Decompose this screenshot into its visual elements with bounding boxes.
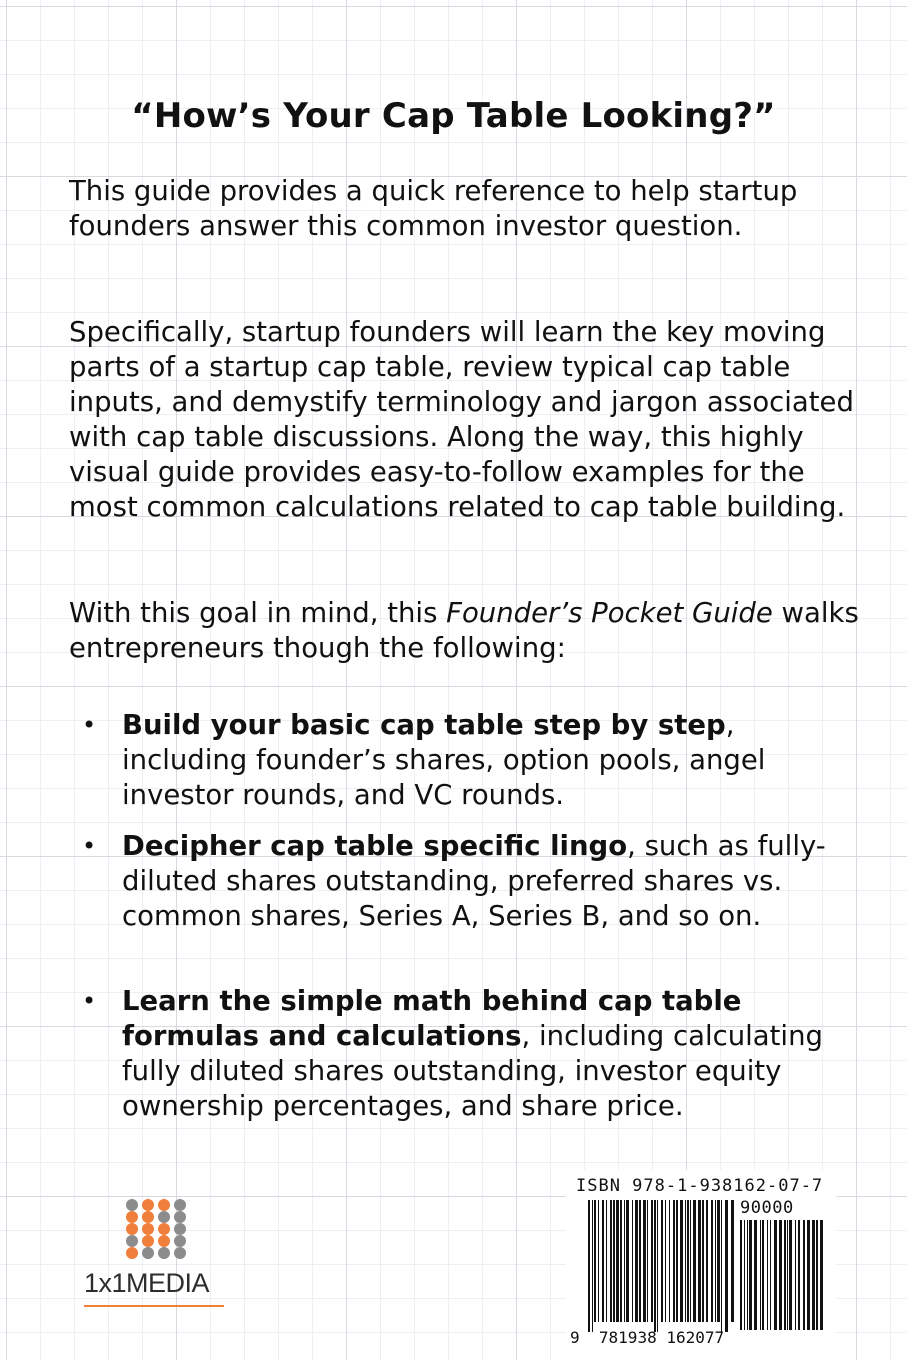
logo-dot bbox=[158, 1211, 170, 1223]
goal-text-end: walks entrepreneurs though the following: bbox=[69, 597, 859, 664]
barcode-bar bbox=[760, 1220, 761, 1330]
logo-dot bbox=[142, 1235, 154, 1247]
barcode-bar bbox=[740, 1220, 742, 1330]
barcode-bar bbox=[731, 1200, 734, 1322]
barcode-bar bbox=[721, 1200, 722, 1332]
barcode-bar bbox=[767, 1220, 768, 1330]
goal-paragraph bbox=[69, 596, 869, 666]
barcode-bar bbox=[795, 1220, 796, 1330]
barcode-bar bbox=[706, 1200, 708, 1322]
logo-dot bbox=[174, 1235, 186, 1247]
bullet-dot-icon: • bbox=[82, 832, 97, 860]
logo-dot bbox=[158, 1247, 170, 1259]
barcode-digit-group1: 781938 bbox=[598, 1328, 657, 1347]
barcode-bar bbox=[661, 1200, 663, 1322]
barcode-bar bbox=[624, 1200, 625, 1322]
barcode-bar bbox=[749, 1220, 752, 1330]
bullet-item bbox=[82, 829, 842, 934]
barcode-bar bbox=[680, 1200, 683, 1322]
bullet-text: , including calculating fully diluted shares outstanding, investor equity ownership percentages, and share price. bbox=[122, 1020, 823, 1122]
barcode-bar bbox=[669, 1200, 670, 1322]
barcode-bar bbox=[803, 1220, 805, 1330]
barcode-bar bbox=[787, 1220, 788, 1330]
barcode-bar bbox=[725, 1200, 728, 1332]
logo-dot bbox=[142, 1223, 154, 1235]
guide-title: Founder’s Pocket Guide bbox=[446, 597, 773, 629]
bullet-heading: Build your basic cap table step by step bbox=[122, 709, 726, 741]
barcode-bar bbox=[717, 1200, 720, 1322]
isbn-barcode bbox=[566, 1170, 836, 1360]
details-paragraph: Specifically, startup founders will learn the key moving parts of a startup cap table, review typical cap table inputs, and demystify terminology and jargon associated with cap table discussions. Along the way, this highly visual guide provides easy-to-follow examples for the most common calculations related to cap table building. bbox=[69, 316, 854, 523]
barcode-main-icon bbox=[588, 1200, 736, 1332]
barcode-bar bbox=[812, 1220, 815, 1330]
barcode-bar bbox=[651, 1200, 653, 1322]
bullet-heading: Learn the simple math behind cap table formulas and calculations bbox=[122, 985, 742, 1052]
bullet-text: , including founder’s shares, option pools, angel investor rounds, and VC rounds. bbox=[122, 709, 766, 811]
barcode-bar bbox=[711, 1200, 713, 1322]
barcode-bar bbox=[639, 1200, 641, 1322]
barcode-bar bbox=[613, 1200, 615, 1322]
barcode-bar bbox=[654, 1200, 656, 1332]
bullet-dot-icon: • bbox=[82, 711, 97, 739]
barcode-digit-first: 9 bbox=[570, 1328, 580, 1347]
bullet-text: , such as fully-diluted shares outstanding, preferred shares vs. common shares, Series A, Series B, and so on. bbox=[122, 830, 826, 932]
barcode-bar bbox=[762, 1220, 764, 1330]
logo-dot bbox=[174, 1199, 186, 1211]
barcode-digit-group2: 162077 bbox=[666, 1328, 725, 1347]
barcode-bar bbox=[592, 1200, 593, 1332]
barcode-bar bbox=[747, 1220, 748, 1330]
goal-text-start: With this goal in mind, this bbox=[69, 597, 447, 629]
bullet-item bbox=[82, 984, 842, 1124]
barcode-bar bbox=[770, 1220, 771, 1330]
barcode-bar bbox=[626, 1200, 629, 1322]
barcode-bar bbox=[754, 1220, 757, 1330]
barcode-bar bbox=[702, 1200, 704, 1322]
isbn-label: ISBN 978-1-938162-07-7 bbox=[576, 1176, 824, 1196]
page-title: “How’s Your Cap Table Looking?” bbox=[131, 96, 776, 136]
barcode-addon-icon bbox=[740, 1220, 826, 1340]
barcode-bar bbox=[779, 1220, 782, 1330]
barcode-bar bbox=[588, 1200, 590, 1332]
barcode-bar bbox=[715, 1200, 716, 1322]
logo-dot bbox=[126, 1211, 138, 1223]
barcode-bar bbox=[643, 1200, 646, 1322]
barcode-bar bbox=[685, 1200, 686, 1322]
logo-dot bbox=[126, 1199, 138, 1211]
intro-paragraph: This guide provides a quick reference to help startup founders answer this common investor question. bbox=[69, 175, 798, 242]
barcode-bar bbox=[676, 1200, 678, 1322]
logo-dot bbox=[174, 1211, 186, 1223]
barcode-bar bbox=[673, 1200, 675, 1322]
bullet-dot-icon: • bbox=[82, 987, 97, 1015]
barcode-bar bbox=[665, 1200, 666, 1322]
barcode-bar bbox=[698, 1200, 701, 1322]
barcode-bar bbox=[594, 1200, 596, 1322]
publisher-logo bbox=[84, 1198, 234, 1310]
publisher-name: 1x1MEDIA bbox=[84, 1268, 210, 1298]
barcode-bar bbox=[657, 1200, 658, 1332]
barcode-bar bbox=[616, 1200, 619, 1322]
logo-dot bbox=[158, 1223, 170, 1235]
barcode-bar bbox=[606, 1200, 607, 1322]
barcode-bar bbox=[693, 1200, 696, 1322]
publisher-dots-icon bbox=[124, 1198, 194, 1260]
barcode-bar bbox=[744, 1220, 745, 1330]
logo-dot bbox=[174, 1247, 186, 1259]
barcode-bar bbox=[816, 1220, 818, 1330]
barcode-bar bbox=[687, 1200, 689, 1322]
logo-dot bbox=[158, 1199, 170, 1211]
bullet-heading: Decipher cap table specific lingo bbox=[122, 830, 628, 862]
barcode-bar bbox=[602, 1200, 604, 1322]
logo-dot bbox=[142, 1211, 154, 1223]
barcode-digits bbox=[570, 1328, 724, 1347]
barcode-bar bbox=[820, 1220, 823, 1330]
barcode-bar bbox=[789, 1220, 792, 1330]
barcode-bar bbox=[798, 1220, 800, 1330]
logo-dot bbox=[126, 1223, 138, 1235]
logo-dot bbox=[142, 1199, 154, 1211]
price-code: 90000 bbox=[740, 1198, 794, 1218]
barcode-bar bbox=[635, 1200, 638, 1322]
barcode-bar bbox=[610, 1200, 612, 1322]
barcode-bar bbox=[690, 1200, 691, 1322]
logo-dot bbox=[142, 1247, 154, 1259]
barcode-bar bbox=[784, 1220, 786, 1330]
barcode-bar bbox=[632, 1200, 633, 1322]
publisher-underline bbox=[84, 1305, 224, 1307]
logo-dot bbox=[174, 1223, 186, 1235]
barcode-bar bbox=[807, 1220, 810, 1330]
logo-dot bbox=[126, 1247, 138, 1259]
logo-dot bbox=[158, 1235, 170, 1247]
barcode-bar bbox=[774, 1220, 777, 1330]
barcode-bar bbox=[620, 1200, 622, 1322]
logo-dot bbox=[126, 1235, 138, 1247]
barcode-bar bbox=[598, 1200, 599, 1322]
bullet-item bbox=[82, 708, 842, 813]
barcode-bar bbox=[647, 1200, 648, 1322]
